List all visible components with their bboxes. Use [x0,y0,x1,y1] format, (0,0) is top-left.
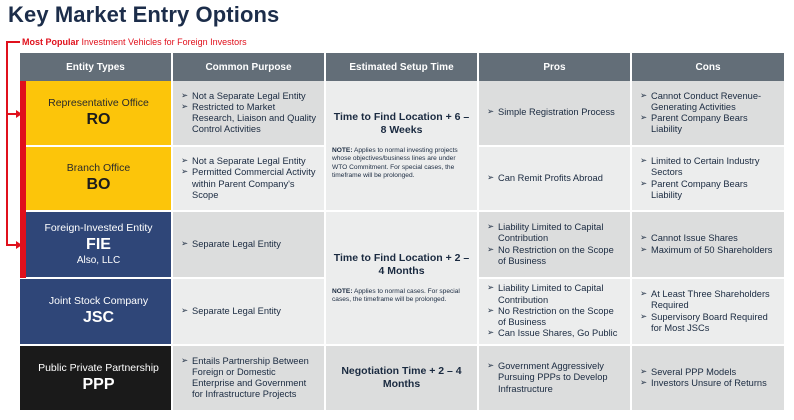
header-setup-time: Estimated Setup Time [325,53,478,81]
arrow-right-icon [6,244,17,246]
entry-options-table [20,53,784,412]
cons-cell [631,345,784,411]
list-item: ➢ No Restriction on the Scope of Business [487,245,624,267]
list-item: ➢ Investors Unsure of Returns [640,378,778,389]
list-item: ➢ Simple Registration Process [487,107,624,118]
note-label: NOTE: [332,287,353,295]
list-item: ➢ Not a Separate Legal Entity [181,156,318,167]
table-row [20,345,784,411]
arrow-right-icon [6,113,17,115]
list-item: ➢ Cannot Issue Shares [640,233,778,244]
list-item: ➢ Can Issue Shares, Go Public [487,328,624,339]
header-cons: Cons [631,53,784,81]
entity-cell-ro [20,81,172,146]
page-title: Key Market Entry Options [8,2,280,27]
setup-cell-office [325,81,478,211]
list-item: ➢ Permitted Commercial Activity within Parent Company's Scope [181,167,318,201]
list-item: ➢ Entails Partnership Between Foreign or Domestic Enterprise and Government for Infrastructure Projects [181,356,318,401]
pros-cell [478,278,631,345]
entity-cell-jsc [20,278,172,345]
entity-name: Joint Stock Company [48,295,149,307]
list-item: ➢ Restricted to Market Research, Liaison and Quality Control Activities [181,102,318,136]
setup-time: Time to Find Location + 2 – 4 Months [333,251,470,277]
cons-cell [631,211,784,278]
list-item: ➢ Cannot Conduct Revenue-Generating Activities [640,91,778,113]
list-item: ➢ Limited to Certain Industry Sectors [640,156,778,178]
list-item: ➢ Supervisory Board Required for Most JSCs [640,312,778,334]
purpose-cell [172,81,325,146]
header-entity-types: Entity Types [20,53,172,81]
setup-time: Time to Find Location + 6 – 8 Weeks [333,111,470,137]
entity-abbr: RO [86,110,111,128]
subtitle-text: Investment Vehicles for Foreign Investors [81,37,247,47]
entity-name: Representative Office [48,96,149,109]
cons-cell [631,146,784,211]
popular-marker-bar [20,81,26,211]
setup-cell-ppp [325,345,478,411]
pros-cell [478,345,631,411]
entity-cell-fie [20,211,172,278]
setup-time: Negotiation Time + 2 – 4 Months [341,365,462,390]
table-row [20,81,784,146]
cons-cell [631,81,784,146]
bracket-line [6,41,8,246]
entity-cell-ppp [20,345,172,411]
list-item: ➢ Several PPP Models [640,367,778,378]
subtitle [22,37,247,47]
entity-cell-bo [20,146,172,211]
table-header-row [20,53,784,81]
entity-name: Public Private Partnership [38,361,159,374]
header-common-purpose: Common Purpose [172,53,325,81]
entity-name: Foreign-Invested Entity [44,222,153,234]
note-label: NOTE: [332,147,353,155]
note-text: Applies to normal cases. For special cases, the timeframe will be prolonged. [332,287,460,303]
entity-abbr: PPP [82,375,115,393]
list-item: ➢ At Least Three Shareholders Required [640,289,778,311]
pros-cell [478,146,631,211]
list-item: ➢ Parent Company Bears Liability [640,179,778,201]
purpose-cell [172,345,325,411]
list-item: ➢ No Restriction on the Scope of Business [487,306,624,328]
cons-cell [631,278,784,345]
purpose-cell [172,278,325,345]
setup-note [332,288,471,304]
list-item: ➢ Government Aggressively Pursuing PPPs to Develop Infrastructure [487,361,624,395]
list-item: ➢ Maximum of 50 Shareholders [640,245,778,256]
list-item: ➢ Liability Limited to Capital Contribution [487,222,624,244]
pros-cell [478,81,631,146]
entity-name: Branch Office [66,162,131,174]
pros-cell [478,211,631,278]
purpose-cell [172,146,325,211]
list-item: ➢ Parent Company Bears Liability [640,113,778,135]
list-item: ➢ Liability Limited to Capital Contribution [487,283,624,305]
table-row [20,211,784,278]
popular-marker-bar [20,211,26,278]
entity-abbr: BO [86,176,111,193]
setup-note [332,147,471,180]
entity-abbr: JSC [82,309,115,326]
entity-alias: Also, LLC [76,255,121,266]
entity-abbr: FIE [86,236,111,253]
note-text: Applies to normal investing projects whose objectives/business lines are under WTO Commitment. For special cases, the timeframe will be prolonged. [332,147,458,179]
header-pros: Pros [478,53,631,81]
bracket-top [6,41,20,43]
setup-cell-company [325,211,478,345]
list-item: ➢ Can Remit Profits Abroad [487,173,624,184]
list-item: ➢ Separate Legal Entity [181,239,318,250]
list-item: ➢ Separate Legal Entity [181,306,318,317]
purpose-cell [172,211,325,278]
list-item: ➢ Not a Separate Legal Entity [181,91,318,102]
subtitle-highlight: Most Popular [22,37,80,47]
